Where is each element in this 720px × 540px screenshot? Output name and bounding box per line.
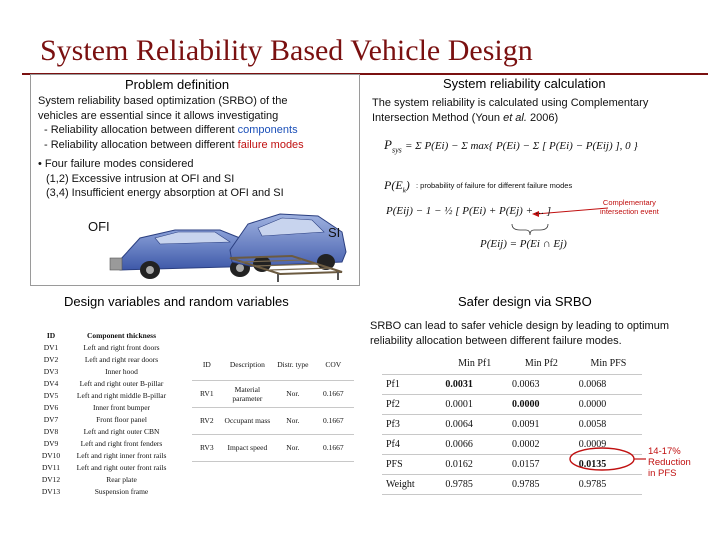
problem-line-2: vehicles are essential since it allows investigating (38, 109, 279, 122)
failure-modes-bullet: • Four failure modes considered (38, 158, 194, 170)
table-row: DV12 Rear plate (41, 475, 137, 484)
table-row: RV1 Material parameter Nor. 0.1667 (192, 380, 354, 407)
components-highlight: components (237, 124, 298, 136)
safer-line-1: SRBO can lead to safer vehicle design by leading to optimum (370, 320, 669, 332)
design-variable-table (38, 330, 179, 498)
results-header-row: Min Pf1 Min Pf2 Min PFS (382, 354, 642, 374)
reduction-callout: 14-17% Reduction in PFS (648, 446, 691, 479)
pfs-highlight-ring (566, 444, 648, 474)
safer-text (370, 319, 715, 348)
table-row: Weight 0.9785 0.9785 0.9785 (382, 474, 642, 494)
si-label: SI (328, 225, 341, 240)
calc-text (372, 96, 712, 125)
table-row: Pf4 0.0066 0.0002 0.0009 (382, 434, 642, 454)
brace-icon (510, 222, 550, 236)
eq-body: = Σ P(Ei) − Σ max{ P(Ei) − Σ [ P(Ei) − P(Eij) ], 0 } (404, 140, 638, 152)
calc-heading: System reliability calculation (443, 76, 606, 91)
random-variable-table (192, 350, 354, 462)
prob-symbol: $P(E_k)$ (384, 178, 410, 195)
design-heading: Design variables and random variables (64, 294, 289, 309)
safer-heading: Safer design via SRBO (458, 294, 592, 309)
calc-line-2: Intersection Method (Youn et al. 2006) (372, 111, 559, 124)
table-row: DV7 Front floor panel (43, 415, 147, 424)
failure-modes-highlight: failure modes (237, 138, 304, 151)
slide-title: System Reliability Based Vehicle Design (40, 34, 533, 67)
failure-modes-list (38, 157, 358, 201)
table-row: PFS 0.0162 0.0157 0.0135 (382, 454, 642, 474)
calc-line-1: The system reliability is calculated using Complementary (372, 97, 649, 109)
table-row: RV3 Impact speed Nor. 0.1667 (192, 434, 354, 461)
rv-header-row: ID Description Distr. type COV (192, 350, 354, 380)
table-row: DV4 Left and right outer B-pillar (43, 379, 164, 388)
table-row: RV2 Occupant mass Nor. 0.1667 (192, 407, 354, 434)
problem-line-3: - Reliability allocation between different components (44, 124, 298, 136)
prob-note: : probability of failure for different failure modes (416, 181, 573, 190)
problem-line-4: - Reliability allocation between different failure modes (44, 138, 304, 151)
eq-lhs: P (384, 137, 392, 152)
table-row: DV10 Left and right inner front rails (41, 451, 167, 460)
dv-header-row: ID Component thickness (46, 331, 156, 340)
problem-line-1: System reliability based optimization (SRBO) of the (38, 95, 288, 107)
table-row: DV6 Inner front bumper (43, 403, 151, 412)
table-row: DV8 Left and right outer CBN (43, 427, 160, 436)
table-row: DV3 Inner hood (43, 367, 138, 376)
table-row: DV2 Left and right rear doors (43, 355, 159, 364)
problem-text (38, 94, 358, 152)
table-row: DV13 Suspension frame (41, 487, 149, 496)
problem-heading: Problem definition (125, 77, 230, 92)
table-row: DV5 Left and right middle B-pillar (43, 391, 167, 400)
system-reliability-equation (384, 137, 638, 155)
complementary-equation: P(Eij) − 1 − ½ [ P(Ei) + P(Ej) + ... ] (386, 205, 552, 217)
crash-illustration (80, 200, 352, 284)
failure-mode-12: (1,2) Excessive intrusion at OFI and SI (46, 172, 235, 185)
intersection-equation: P(Eij) = P(Ei ∩ Ej) (480, 238, 567, 250)
ofi-label: OFI (88, 219, 110, 234)
table-row: Pf1 0.0031 0.0063 0.0068 (382, 374, 642, 394)
table-row: Pf3 0.0064 0.0091 0.0058 (382, 414, 642, 434)
failure-mode-34: (3,4) Insufficient energy absorption at OFI and SI (46, 187, 284, 199)
safer-line-2: reliability allocation between different failure modes. (370, 334, 622, 347)
table-row: DV9 Left and right front fenders (43, 439, 163, 448)
eq-sub: sys (391, 145, 402, 155)
complementary-note: Complementary intersection event (600, 198, 659, 216)
table-row: DV11 Left and right outer front rails (41, 463, 167, 472)
table-row: DV1 Left and right front doors (43, 343, 160, 352)
table-row: Pf2 0.0001 0.0000 0.0000 (382, 394, 642, 414)
